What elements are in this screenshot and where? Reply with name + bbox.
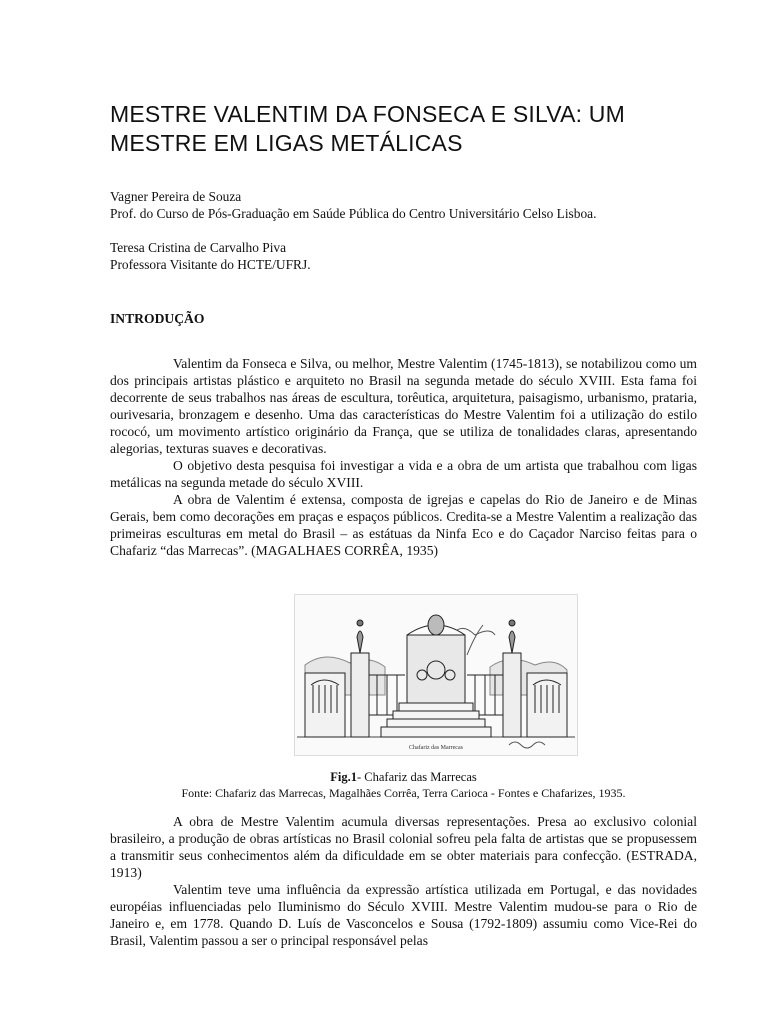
author-name: Teresa Cristina de Carvalho Piva xyxy=(110,240,287,255)
figure-inner-label: Chafariz das Marrecas xyxy=(409,745,463,751)
figure-source: Fonte: Chafariz das Marrecas, Magalhães Corrêa, Terra Carioca - Fontes e Chafarizes, 1935. xyxy=(181,786,626,800)
figure-caption-text: - Chafariz das Marrecas xyxy=(357,770,477,784)
author-affiliation: Prof. do Curso de Pós-Graduação em Saúde Pública do Centro Universitário Celso Lisboa. xyxy=(110,206,597,221)
paragraph: A obra de Mestre Valentim acumula diversas representações. Presa ao exclusivo colonial brasileiro, a produção de obras artísticas no Brasil colonial sofreu pela falta de artistas que se propusessem a transmitir seus conhecimentos além da dificuldade em se obter materiais para confecção. (ESTRADA, 1913) xyxy=(110,814,697,880)
author-block xyxy=(110,239,710,273)
paragraph: O objetivo desta pesquisa foi investigar a vida e a obra de um artista que trabalhou com ligas metálicas na segunda metade do século XVIII. xyxy=(110,458,697,490)
figure-image xyxy=(294,594,578,756)
body-text-top xyxy=(110,355,697,559)
paragraph: A obra de Valentim é extensa, composta de igrejas e capelas do Rio de Janeiro e de Minas Gerais, bem como decorações em praças e espaços públicos. Credita-se a Mestre Valentim a realização das primeiras esculturas em metal do Brasil – as estátuas da Ninfa Eco e do Caçador Narciso feitas para o Chafariz “das Marrecas”. (MAGALHAES CORRÊA, 1935) xyxy=(110,492,697,558)
paragraph: Valentim teve uma influência da expressão artística utilizada em Portugal, e das novidades européias influenciadas pelo Iluminismo do Século XVIII. Mestre Valentim mudou-se para o Rio de Janeiro e, em 1778. Quando D. Luís de Vasconcelos e Sousa (1792-1809) assumiu como Vice-Rei do Brasil, Valentim passou a ser o principal responsável pelas xyxy=(110,882,697,948)
paragraph: Valentim da Fonseca e Silva, ou melhor, Mestre Valentim (1745-1813), se notabilizou como um dos principais artistas plástico e arquiteto no Brasil na segunda metade do século XVIII. Esta fama foi decorrente de seus trabalhos nas áreas de escultura, torêutica, arquitetura, paisagismo, urbanismo, prataria, ourivesaria, bronzagem e desenho. Uma das características do Mestre Valentim foi a utilização do estilo rococó, um movimento artístico originário da França, que se utiliza de tonalidades claras, apresentando alegorias, texturas suaves e decorativas. xyxy=(110,356,697,456)
section-heading: INTRODUÇÃO xyxy=(110,311,205,326)
author-affiliation: Professora Visitante do HCTE/UFRJ. xyxy=(110,257,311,272)
paper-title: MESTRE VALENTIM DA FONSECA E SILVA: UM MESTRE EM LIGAS METÁLICAS xyxy=(110,101,625,156)
body-text-bottom xyxy=(110,813,697,949)
author-name: Vagner Pereira de Souza xyxy=(110,189,242,204)
fountain-illustration xyxy=(295,595,577,755)
figure-caption-label: Fig.1 xyxy=(330,770,357,784)
figure-caption xyxy=(110,770,697,785)
author-block xyxy=(110,188,710,222)
